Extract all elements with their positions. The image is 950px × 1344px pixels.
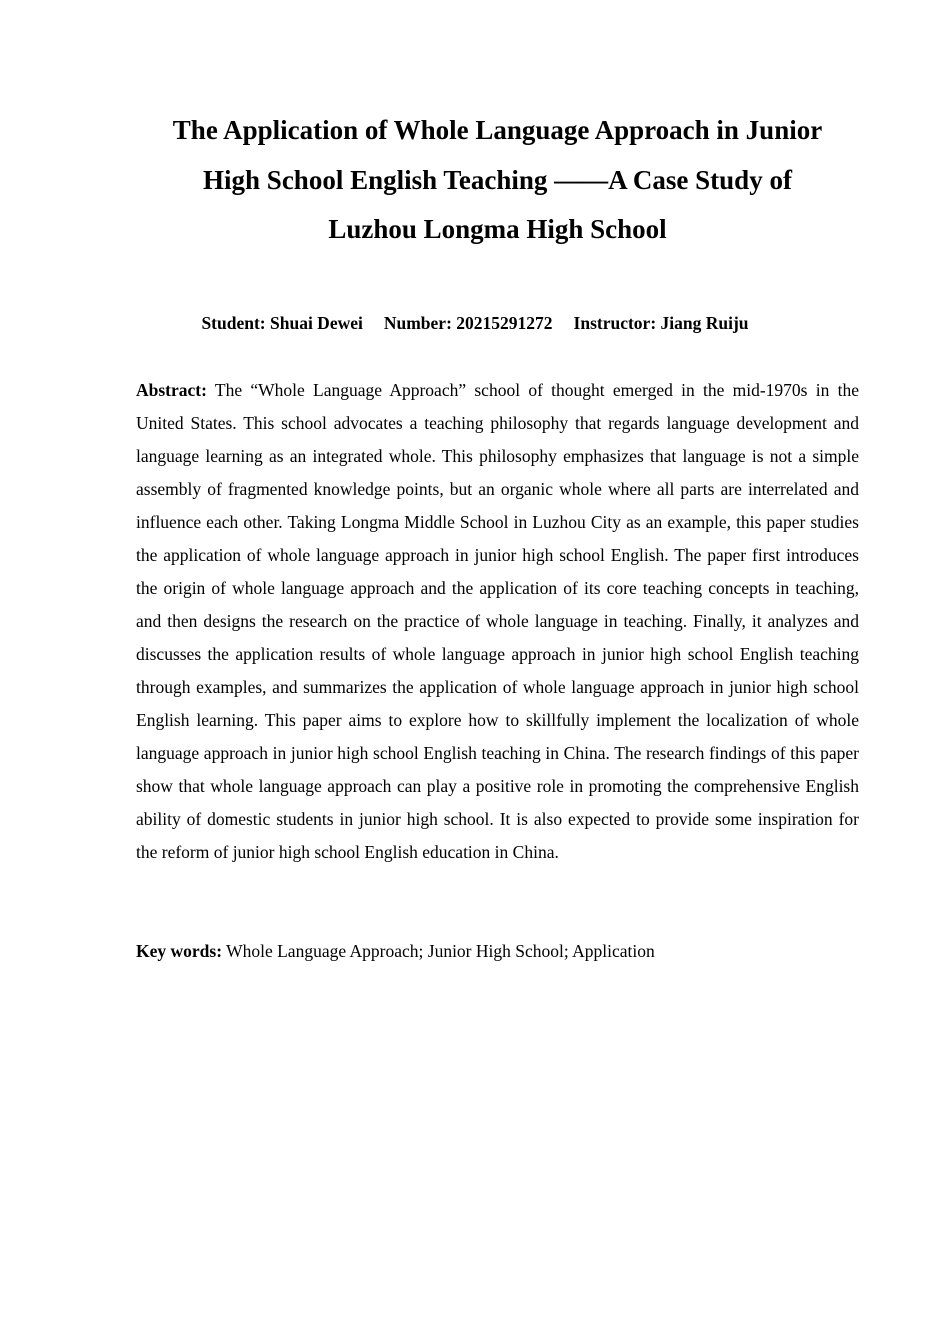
- instructor-name: Instructor: Jiang Ruiju: [573, 313, 749, 333]
- abstract-label: Abstract:: [136, 380, 207, 400]
- student-number: Number: 20215291272: [383, 313, 553, 333]
- keywords: [136, 935, 859, 968]
- title-line-3: Luzhou Longma High School: [328, 214, 667, 244]
- paper-title: [130, 106, 865, 255]
- title-line-2: High School English Teaching ——A Case Study of: [203, 164, 792, 195]
- student-name: Student: Shuai Dewei: [201, 313, 363, 333]
- keywords-text: Whole Language Approach; Junior High School; Application: [226, 941, 655, 961]
- title-line-1: The Application of Whole Language Approach in Junior: [172, 115, 823, 145]
- keywords-label: Key words:: [136, 941, 223, 961]
- abstract: [136, 374, 859, 869]
- abstract-text: The “Whole Language Approach” school of thought emerged in the mid-1970s in the United States. This school advocates a teaching philosophy that regards language development and language learning as an integrated whole. This philosophy emphasizes that language is not a simple assembly of fragmented knowledge points, but an organic whole where all parts are interrelated and influence each other. Taking Longma Middle School in Luzhou City as an example, this paper studies the application of whole language approach in junior high school English. The paper first introduces the origin of whole language approach and the application of its core teaching concepts in teaching, and then designs the research on the practice of whole language in teaching. Finally, it analyzes and discusses the application results of whole language approach in junior high school English teaching through examples, and summarizes the application of whole language approach in junior high school English learning. This paper aims to explore how to skillfully implement the localization of whole language approach in junior high school English teaching in China. The research findings of this paper show that whole language approach can play a positive role in promoting the comprehensive English ability of domestic students in junior high school. It is also expected to provide some inspiration for the reform of junior high school English education in China.: [136, 380, 859, 862]
- author-info: [0, 310, 950, 336]
